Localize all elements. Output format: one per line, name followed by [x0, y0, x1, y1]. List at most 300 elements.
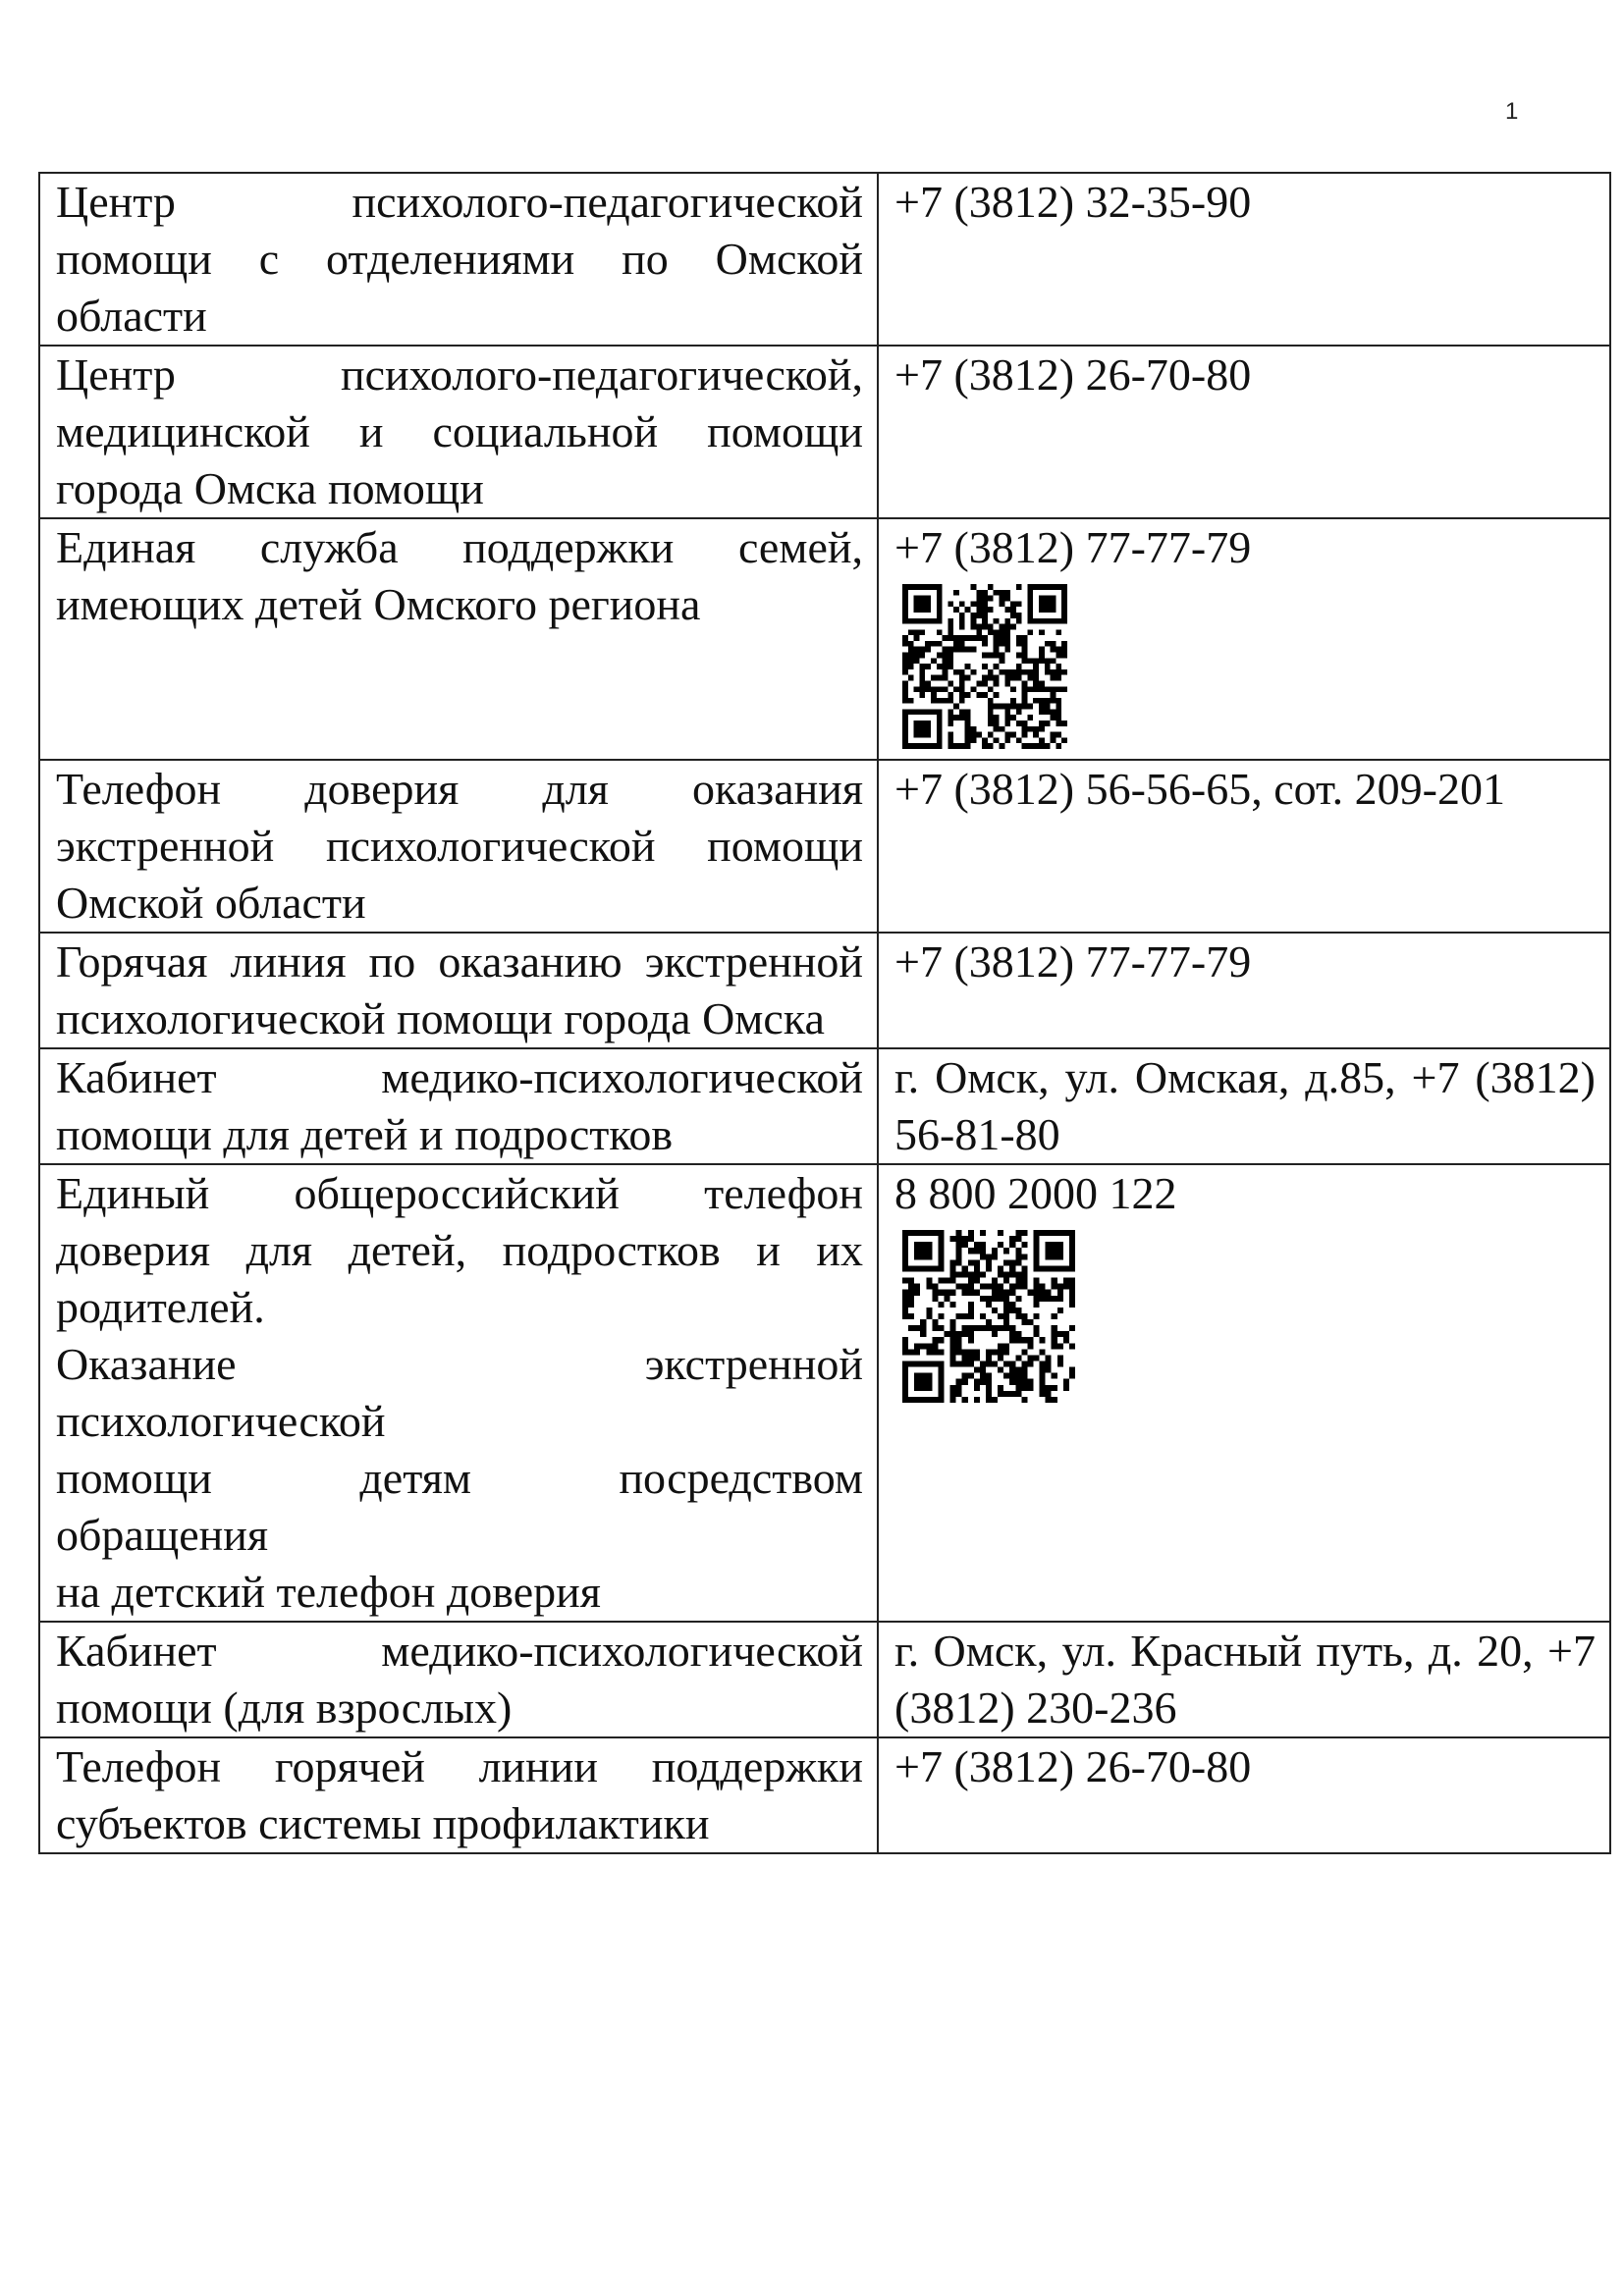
- qr-module: [938, 1302, 944, 1308]
- qr-module: [950, 1385, 956, 1391]
- qr-module: [1040, 1296, 1046, 1302]
- qr-module: [1003, 1248, 1009, 1254]
- qr-module: [962, 1271, 968, 1277]
- qr-module: [902, 1290, 908, 1296]
- qr-module: [1004, 596, 1010, 602]
- service-contact: г. Омск, ул. Омская, д.85, +7 (3812) 56-81-80: [878, 1048, 1610, 1164]
- qr-module: [994, 641, 1000, 647]
- qr-module: [965, 635, 971, 641]
- table-row: [39, 173, 1610, 346]
- qr-module: [1010, 732, 1016, 738]
- qr-module: [1063, 1331, 1069, 1337]
- qr-module: [974, 1349, 980, 1355]
- qr-module: [982, 737, 988, 743]
- qr-module: [1004, 675, 1010, 681]
- qr-module: [1063, 1278, 1069, 1284]
- qr-module: [919, 692, 925, 698]
- qr-module: [992, 1362, 998, 1367]
- qr-module: [1034, 1296, 1040, 1302]
- qr-module: [938, 1349, 944, 1355]
- qr-module: [908, 653, 914, 659]
- qr-module: [1015, 1373, 1021, 1379]
- qr-module: [999, 635, 1004, 641]
- qr-module: [914, 1343, 920, 1349]
- qr-module: [1039, 686, 1045, 692]
- qr-module: [902, 1337, 908, 1343]
- qr-module: [1069, 1278, 1075, 1284]
- qr-module: [1034, 1302, 1040, 1308]
- qr-module: [908, 1349, 914, 1355]
- qr-module: [1021, 1254, 1027, 1259]
- qr-module: [1039, 743, 1045, 749]
- qr-module: [968, 1230, 974, 1236]
- qr-module: [980, 1313, 986, 1319]
- qr-module: [1022, 647, 1028, 653]
- qr-module: [980, 1373, 986, 1379]
- qr-module: [976, 607, 982, 613]
- qr-module: [999, 669, 1004, 675]
- qr-module: [956, 1254, 962, 1259]
- qr-module: [1027, 675, 1033, 681]
- qr-module: [1010, 613, 1016, 618]
- qr-module: [992, 1331, 998, 1337]
- qr-module: [1022, 692, 1028, 698]
- qr-module: [938, 1290, 944, 1296]
- qr-module: [1061, 669, 1067, 675]
- qr-module: [1046, 1397, 1052, 1403]
- qr-module: [956, 1248, 962, 1254]
- qr-module: [962, 1379, 968, 1385]
- qr-module: [950, 1337, 956, 1343]
- qr-module: [950, 1319, 956, 1325]
- qr-module: [1015, 1367, 1021, 1373]
- qr-module: [992, 1254, 998, 1259]
- qr-module: [908, 1313, 914, 1319]
- qr-module: [1010, 715, 1016, 721]
- qr-module: [971, 635, 977, 641]
- qr-module: [956, 1236, 962, 1242]
- qr-module: [959, 669, 965, 675]
- qr-module: [1009, 1325, 1015, 1331]
- qr-module: [968, 1325, 974, 1331]
- qr-module: [959, 641, 965, 647]
- qr-module: [914, 647, 920, 653]
- qr-module: [959, 624, 965, 630]
- qr-module: [1034, 1284, 1040, 1290]
- qr-module: [943, 698, 948, 704]
- qr-module: [971, 618, 977, 624]
- qr-module: [953, 641, 959, 647]
- qr-module: [1056, 664, 1061, 669]
- qr-module: [998, 1265, 1003, 1271]
- qr-module: [956, 1331, 962, 1337]
- qr-module: [982, 680, 988, 686]
- qr-module: [1034, 1331, 1040, 1337]
- qr-module: [1009, 1331, 1015, 1337]
- qr-module: [988, 607, 994, 613]
- qr-module: [1016, 721, 1022, 726]
- qr-module: [1057, 1284, 1063, 1290]
- qr-module: [1009, 1284, 1015, 1290]
- qr-module: [1051, 658, 1056, 664]
- qr-finder-pattern: [1039, 596, 1056, 613]
- qr-module: [959, 635, 965, 641]
- qr-module: [950, 1349, 956, 1355]
- qr-module: [974, 1290, 980, 1296]
- qr-module: [1021, 1265, 1027, 1271]
- qr-module: [943, 647, 948, 653]
- qr-module: [1052, 1331, 1057, 1337]
- qr-module: [1004, 715, 1010, 721]
- qr-module: [908, 1284, 914, 1290]
- qr-module: [1021, 1242, 1027, 1248]
- qr-module: [937, 686, 943, 692]
- qr-module: [937, 629, 943, 635]
- service-name: Телефон доверия для оказания экстренной психологической помощи Омской области: [39, 760, 878, 933]
- qr-module: [998, 1271, 1003, 1277]
- qr-module: [947, 743, 953, 749]
- qr-module: [1034, 1290, 1040, 1296]
- page-number: 1: [1505, 98, 1519, 125]
- qr-module: [932, 1349, 938, 1355]
- qr-module: [959, 709, 965, 715]
- qr-module: [953, 686, 959, 692]
- qr-module: [1052, 1337, 1057, 1343]
- qr-module: [1052, 1325, 1057, 1331]
- qr-module: [1015, 1355, 1021, 1361]
- qr-module: [1045, 709, 1051, 715]
- qr-module: [932, 1337, 938, 1343]
- qr-module: [914, 1290, 920, 1296]
- qr-module: [953, 715, 959, 721]
- qr-module: [959, 692, 965, 698]
- qr-module: [956, 1284, 962, 1290]
- qr-module: [902, 653, 908, 659]
- qr-module: [1046, 1296, 1052, 1302]
- qr-module: [982, 618, 988, 624]
- qr-module: [988, 596, 994, 602]
- qr-module: [998, 1355, 1003, 1361]
- qr-module: [988, 709, 994, 715]
- qr-module: [1045, 721, 1051, 726]
- qr-module: [968, 1373, 974, 1379]
- qr-module: [998, 1313, 1003, 1319]
- qr-module: [962, 1397, 968, 1403]
- qr-module: [1016, 613, 1022, 618]
- qr-module: [999, 596, 1004, 602]
- qr-module: [1016, 664, 1022, 669]
- qr-module: [1015, 1236, 1021, 1242]
- qr-module: [1039, 653, 1045, 659]
- qr-module: [914, 629, 920, 635]
- qr-module: [982, 653, 988, 659]
- qr-module: [976, 590, 982, 596]
- qr-module: [986, 1391, 992, 1397]
- qr-module: [1003, 1313, 1009, 1319]
- qr-module: [1040, 1367, 1046, 1373]
- qr-module: [999, 624, 1004, 630]
- qr-module: [943, 635, 948, 641]
- qr-finder-pattern: [914, 596, 931, 613]
- qr-module: [950, 1271, 956, 1277]
- qr-module: [1016, 635, 1022, 641]
- qr-module: [959, 743, 965, 749]
- qr-module: [925, 647, 931, 653]
- qr-module: [908, 675, 914, 681]
- qr-module: [1015, 1248, 1021, 1254]
- qr-module: [980, 1379, 986, 1385]
- qr-module: [902, 686, 908, 692]
- qr-module: [999, 641, 1004, 647]
- qr-module: [986, 1296, 992, 1302]
- qr-module: [919, 647, 925, 653]
- qr-module: [968, 1248, 974, 1254]
- qr-module: [988, 704, 994, 710]
- qr-module: [956, 1362, 962, 1367]
- qr-module: [976, 629, 982, 635]
- qr-module: [1022, 658, 1028, 664]
- qr-module: [1040, 1362, 1046, 1367]
- qr-module: [974, 1397, 980, 1403]
- qr-module: [998, 1284, 1003, 1290]
- qr-module: [950, 1355, 956, 1361]
- qr-module: [1051, 675, 1056, 681]
- qr-module: [1009, 1308, 1015, 1313]
- qr-module: [943, 675, 948, 681]
- qr-module: [931, 686, 937, 692]
- qr-module: [1061, 737, 1067, 743]
- qr-module: [1045, 698, 1051, 704]
- qr-module: [1056, 698, 1061, 704]
- qr-module: [1033, 732, 1039, 738]
- service-name-line: на детский телефон доверия: [56, 1567, 601, 1617]
- qr-module: [1033, 664, 1039, 669]
- qr-module: [956, 1230, 962, 1236]
- qr-module: [974, 1265, 980, 1271]
- qr-module: [937, 698, 943, 704]
- qr-module: [932, 1290, 938, 1296]
- qr-module: [926, 1349, 932, 1355]
- qr-module: [1056, 669, 1061, 675]
- qr-module: [1046, 1391, 1052, 1397]
- qr-module: [1069, 1290, 1075, 1296]
- qr-module: [974, 1325, 980, 1331]
- qr-code-icon[interactable]: [902, 1230, 1075, 1403]
- qr-module: [1022, 698, 1028, 704]
- qr-module: [1022, 641, 1028, 647]
- qr-module: [932, 1325, 938, 1331]
- qr-module: [1010, 624, 1016, 630]
- qr-module: [1003, 1290, 1009, 1296]
- qr-module: [1009, 1265, 1015, 1271]
- qr-module: [986, 1355, 992, 1361]
- qr-module: [1021, 1230, 1027, 1236]
- qr-module: [1057, 1355, 1063, 1361]
- qr-module: [1004, 629, 1010, 635]
- qr-module: [971, 669, 977, 675]
- qr-module: [994, 715, 1000, 721]
- qr-module: [998, 1290, 1003, 1296]
- qr-module: [947, 664, 953, 669]
- qr-module: [982, 675, 988, 681]
- qr-module: [902, 669, 908, 675]
- qr-module: [950, 1362, 956, 1367]
- qr-module: [1056, 721, 1061, 726]
- qr-module: [965, 692, 971, 698]
- qr-code-icon[interactable]: [902, 584, 1067, 749]
- qr-module: [1046, 1290, 1052, 1296]
- qr-module: [1051, 686, 1056, 692]
- qr-module: [1015, 1278, 1021, 1284]
- qr-module: [943, 664, 948, 669]
- qr-module: [908, 1325, 914, 1331]
- qr-module: [998, 1325, 1003, 1331]
- qr-module: [986, 1385, 992, 1391]
- qr-module: [919, 680, 925, 686]
- qr-module: [971, 737, 977, 743]
- qr-module: [974, 1242, 980, 1248]
- qr-module: [999, 743, 1004, 749]
- service-contact: +7 (3812) 77-77-79: [878, 933, 1610, 1048]
- qr-module: [1010, 607, 1016, 613]
- qr-module: [992, 1296, 998, 1302]
- qr-module: [1015, 1313, 1021, 1319]
- qr-module: [988, 715, 994, 721]
- qr-module: [1069, 1302, 1075, 1308]
- qr-module: [1034, 1325, 1040, 1331]
- qr-module: [902, 1308, 908, 1313]
- qr-module: [971, 686, 977, 692]
- qr-module: [974, 1271, 980, 1277]
- qr-module: [1039, 726, 1045, 732]
- qr-module: [1057, 1362, 1063, 1367]
- qr-module: [1021, 1337, 1027, 1343]
- qr-module: [1015, 1391, 1021, 1397]
- qr-module: [976, 732, 982, 738]
- qr-module: [968, 1284, 974, 1290]
- qr-module: [947, 732, 953, 738]
- qr-module: [982, 635, 988, 641]
- qr-module: [1057, 1308, 1063, 1313]
- qr-module: [1015, 1379, 1021, 1385]
- qr-module: [994, 664, 1000, 669]
- qr-module: [1021, 1271, 1027, 1277]
- qr-module: [1021, 1397, 1027, 1403]
- qr-module: [1040, 1284, 1046, 1290]
- qr-module: [1039, 737, 1045, 743]
- qr-module: [938, 1337, 944, 1343]
- qr-module: [956, 1379, 962, 1385]
- qr-module: [908, 1290, 914, 1296]
- qr-module: [943, 669, 948, 675]
- qr-module: [1009, 1302, 1015, 1308]
- qr-module: [937, 641, 943, 647]
- qr-module: [914, 1325, 920, 1331]
- qr-module: [908, 1278, 914, 1284]
- qr-module: [953, 590, 959, 596]
- qr-module: [1009, 1242, 1015, 1248]
- qr-module: [959, 601, 965, 607]
- qr-module: [1003, 1325, 1009, 1331]
- qr-module: [988, 732, 994, 738]
- qr-module: [1027, 1379, 1033, 1385]
- qr-module: [974, 1367, 980, 1373]
- qr-module: [931, 698, 937, 704]
- qr-module: [956, 1313, 962, 1319]
- qr-module: [1003, 1391, 1009, 1397]
- qr-module: [968, 1278, 974, 1284]
- qr-module: [1045, 686, 1051, 692]
- qr-module: [926, 1343, 932, 1349]
- qr-module: [1021, 1313, 1027, 1319]
- qr-module: [962, 1265, 968, 1271]
- qr-module: [1016, 669, 1022, 675]
- qr-module: [994, 675, 1000, 681]
- qr-module: [988, 629, 994, 635]
- qr-module: [976, 613, 982, 618]
- qr-module: [1004, 669, 1010, 675]
- qr-module: [1022, 680, 1028, 686]
- qr-module: [1069, 1284, 1075, 1290]
- qr-module: [992, 1349, 998, 1355]
- qr-module: [1004, 709, 1010, 715]
- qr-module: [1003, 1259, 1009, 1265]
- qr-module: [932, 1319, 938, 1325]
- qr-module: [1039, 647, 1045, 653]
- qr-module: [1052, 1397, 1057, 1403]
- qr-module: [926, 1284, 932, 1290]
- qr-module: [1021, 1385, 1027, 1391]
- qr-module: [1039, 704, 1045, 710]
- qr-module: [974, 1385, 980, 1391]
- qr-module: [994, 635, 1000, 641]
- qr-module: [938, 1278, 944, 1284]
- qr-module: [999, 653, 1004, 659]
- service-name: Единая служба поддержки семей, имеющих детей Омского региона: [39, 518, 878, 760]
- qr-module: [947, 601, 953, 607]
- qr-module: [959, 675, 965, 681]
- qr-module: [1051, 732, 1056, 738]
- qr-module: [908, 629, 914, 635]
- qr-module: [1051, 715, 1056, 721]
- qr-module: [965, 743, 971, 749]
- qr-module: [925, 686, 931, 692]
- qr-module: [999, 658, 1004, 664]
- qr-module: [1069, 1373, 1075, 1379]
- qr-module: [1015, 1331, 1021, 1337]
- qr-module: [1046, 1367, 1052, 1373]
- qr-module: [1021, 1319, 1027, 1325]
- qr-module: [1003, 1362, 1009, 1367]
- qr-module: [980, 1248, 986, 1254]
- qr-module: [994, 590, 1000, 596]
- qr-module: [953, 704, 959, 710]
- qr-module: [1056, 647, 1061, 653]
- service-contact: 8 800 2000 122: [894, 1168, 1177, 1218]
- qr-module: [971, 601, 977, 607]
- qr-module: [953, 669, 959, 675]
- contacts-table: [38, 172, 1611, 1854]
- qr-module: [919, 664, 925, 669]
- qr-module: [938, 1325, 944, 1331]
- qr-module: [992, 1308, 998, 1313]
- qr-module: [950, 1331, 956, 1337]
- qr-module: [1069, 1296, 1075, 1302]
- qr-module: [1051, 641, 1056, 647]
- qr-module: [1004, 737, 1010, 743]
- qr-module: [1004, 732, 1010, 738]
- qr-module: [976, 692, 982, 698]
